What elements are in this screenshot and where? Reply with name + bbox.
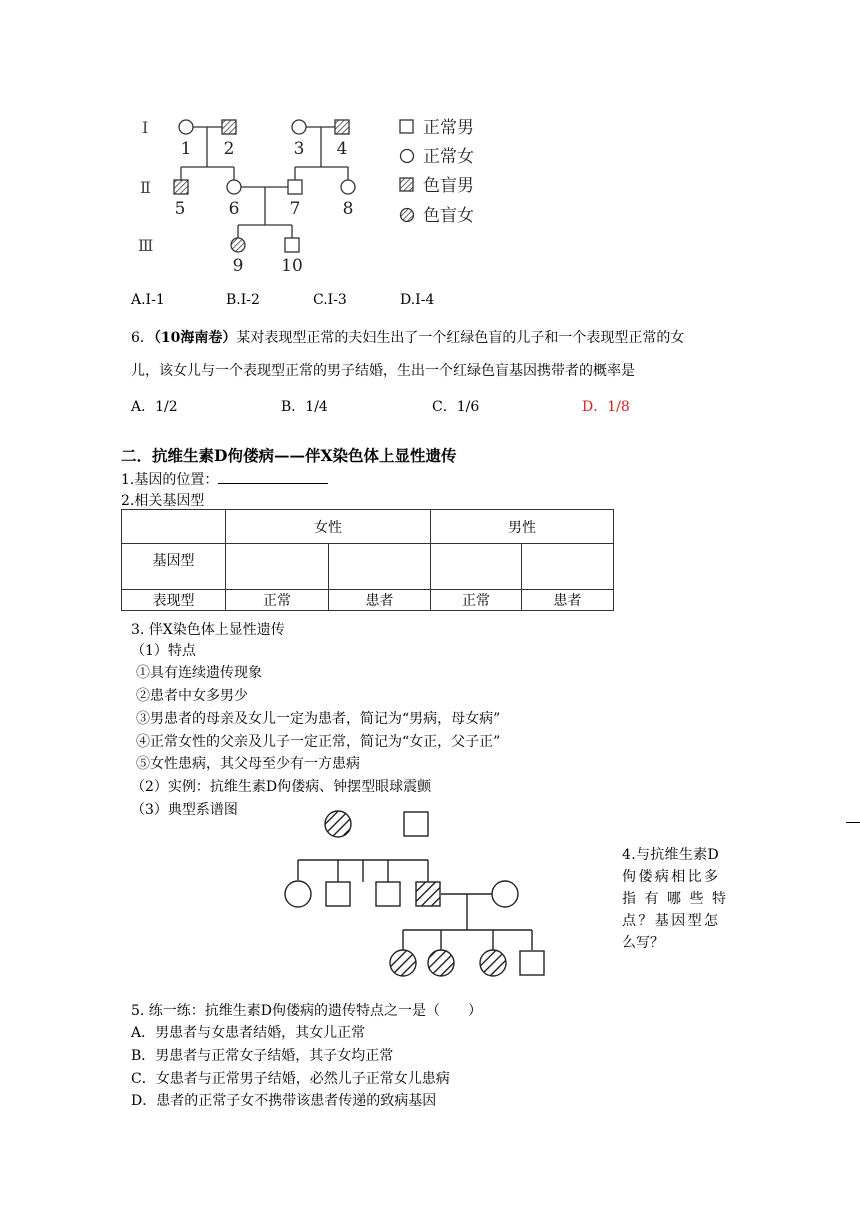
legend-colorblind-male: 色盲男 <box>423 176 474 196</box>
section-title: 二．抗维生素D佝偻病——伴X染色体上显性遗传 <box>121 446 457 465</box>
practice-question: 5. 练一练：抗维生素D佝偻病的遗传特点之一是（ ） <box>131 1003 483 1019</box>
inheritance-heading: 3. 伴X染色体上显性遗传 <box>131 622 285 638</box>
p2-child-female-normal <box>285 881 311 907</box>
row-phenotype-label: 表现型 <box>122 590 226 611</box>
practice-option-b: B．男患者与正常女子结婚，其子女均正常 <box>131 1048 394 1064</box>
practice-option-d: D．患者的正常子女不携带该患者传递的致病基因 <box>131 1093 437 1109</box>
id-6: 6 <box>228 199 240 219</box>
header-female: 女性 <box>226 510 431 544</box>
gene-position-blank <box>218 471 328 484</box>
id-9: 9 <box>232 256 244 276</box>
p2-grandchild-female-affected-3 <box>480 950 506 976</box>
p2-spouse-female-normal <box>492 881 518 907</box>
individual-I-4 <box>335 120 349 134</box>
p2-child-male-normal-1 <box>326 882 350 906</box>
individual-II-6 <box>227 180 241 194</box>
q6-text1: 某对表现型正常的夫妇生出了一个红绿色盲的儿子和一个表现型正常的女 <box>236 330 685 346</box>
feature-2: ②患者中女多男少 <box>136 688 248 704</box>
q6-option-a: A．1/2 <box>131 399 178 415</box>
legend-normal-male: 正常男 <box>423 118 474 138</box>
q5-option-a: A.Ⅰ-1 <box>131 292 165 308</box>
individual-II-7 <box>288 180 302 194</box>
q6-source: （10海南卷） <box>153 330 237 346</box>
p2-grandfather-normal <box>404 812 428 836</box>
feature-5: ⑤女性患病，其父母至少有一方患病 <box>136 756 360 772</box>
phenotype-3: 正常 <box>431 590 522 611</box>
typical-pedigree-heading: （3）典型系谱图 <box>131 802 238 818</box>
id-4: 4 <box>336 139 348 159</box>
id-8: 8 <box>342 199 354 219</box>
examples-line: （2）实例：抗维生素D佝偻病、钟摆型眼球震颤 <box>131 779 432 795</box>
legend-colorblind-female-icon <box>401 209 414 222</box>
individual-I-1 <box>179 120 193 134</box>
feature-3: ③男患者的母亲及女儿一定为患者，简记为“男病，母女病” <box>136 711 501 727</box>
gen-label-II: Ⅱ <box>140 178 151 197</box>
male-genotype-2 <box>522 544 614 590</box>
side-q-line3: 指有哪些特 <box>622 891 735 907</box>
id-3: 3 <box>293 139 305 159</box>
gene-position-line: 1.基因的位置： <box>121 469 328 489</box>
legend-colorblind-female: 色盲女 <box>423 206 474 226</box>
q6-option-c: C．1/6 <box>432 399 480 415</box>
gen-label-I: Ⅰ <box>142 118 149 137</box>
side-q-line5: 么写？ <box>622 935 664 951</box>
header-male: 男性 <box>431 510 614 544</box>
q6-option-d-answer: D．1/8 <box>582 399 630 415</box>
color-blindness-pedigree <box>125 110 515 280</box>
legend-normal-male-icon <box>400 120 413 133</box>
p2-grandchild-female-affected-1 <box>390 950 416 976</box>
q6-option-b: B．1/4 <box>281 399 328 415</box>
q5-option-d: D.Ⅰ-4 <box>400 292 435 308</box>
side-q-line4: 点？基因型怎 <box>622 913 721 929</box>
female-genotype-2 <box>329 544 431 590</box>
p2-child-male-affected <box>416 882 440 906</box>
p2-grandmother-affected <box>325 811 351 837</box>
id-5: 5 <box>174 199 186 219</box>
features-heading: （1）特点 <box>131 643 196 659</box>
p2-child-male-normal-2 <box>376 882 400 906</box>
id-1: 1 <box>180 139 192 159</box>
id-10: 10 <box>281 256 303 276</box>
practice-option-c: C．女患者与正常男子结婚，必然儿子正常女儿患病 <box>131 1071 450 1087</box>
q5-option-c: C.Ⅰ-3 <box>313 292 347 308</box>
phenotype-2: 患者 <box>329 590 431 611</box>
male-genotype-1 <box>431 544 522 590</box>
practice-option-a: A．男患者与女患者结婚，其女儿正常 <box>131 1025 366 1041</box>
q6-line2: 儿，该女儿与一个表现型正常的男子结婚，生出一个红绿色盲基因携带者的概率是 <box>131 363 635 379</box>
gen-label-III: Ⅲ <box>138 236 154 255</box>
q6-line1: 6．（10海南卷）某对表现型正常的夫妇生出了一个红绿色盲的儿子和一个表现型正常的女 <box>131 330 685 346</box>
p2-grandchild-female-affected-2 <box>428 950 454 976</box>
row-genotype-label: 基因型 <box>122 544 226 590</box>
legend-normal-female-icon <box>401 150 414 163</box>
individual-III-10 <box>285 238 299 252</box>
phenotype-1: 正常 <box>226 590 329 611</box>
id-7: 7 <box>289 199 301 219</box>
p2-grandchild-male-normal <box>520 951 544 975</box>
individual-III-9 <box>231 238 245 252</box>
side-q-line2: 佝偻病相比多 <box>622 869 721 885</box>
feature-1: ①具有连续遗传现象 <box>136 665 262 681</box>
individual-I-2 <box>222 120 236 134</box>
legend-normal-female: 正常女 <box>423 147 474 167</box>
id-2: 2 <box>223 139 235 159</box>
legend-colorblind-male-icon <box>400 178 413 191</box>
q5-option-b: B.Ⅰ-2 <box>226 292 260 308</box>
feature-4: ④正常女性的父亲及儿子一定正常，简记为“女正，父子正” <box>136 734 501 750</box>
edge-mark <box>846 822 860 823</box>
female-genotype-1 <box>226 544 329 590</box>
genotype-heading: 2.相关基因型 <box>121 493 205 509</box>
phenotype-4: 患者 <box>522 590 614 611</box>
individual-II-5 <box>174 180 188 194</box>
genotype-table <box>121 509 614 611</box>
individual-II-8 <box>341 180 355 194</box>
individual-I-3 <box>292 120 306 134</box>
x-dominant-pedigree <box>280 805 580 980</box>
side-q-line1: 4.与抗维生素D <box>622 847 719 863</box>
